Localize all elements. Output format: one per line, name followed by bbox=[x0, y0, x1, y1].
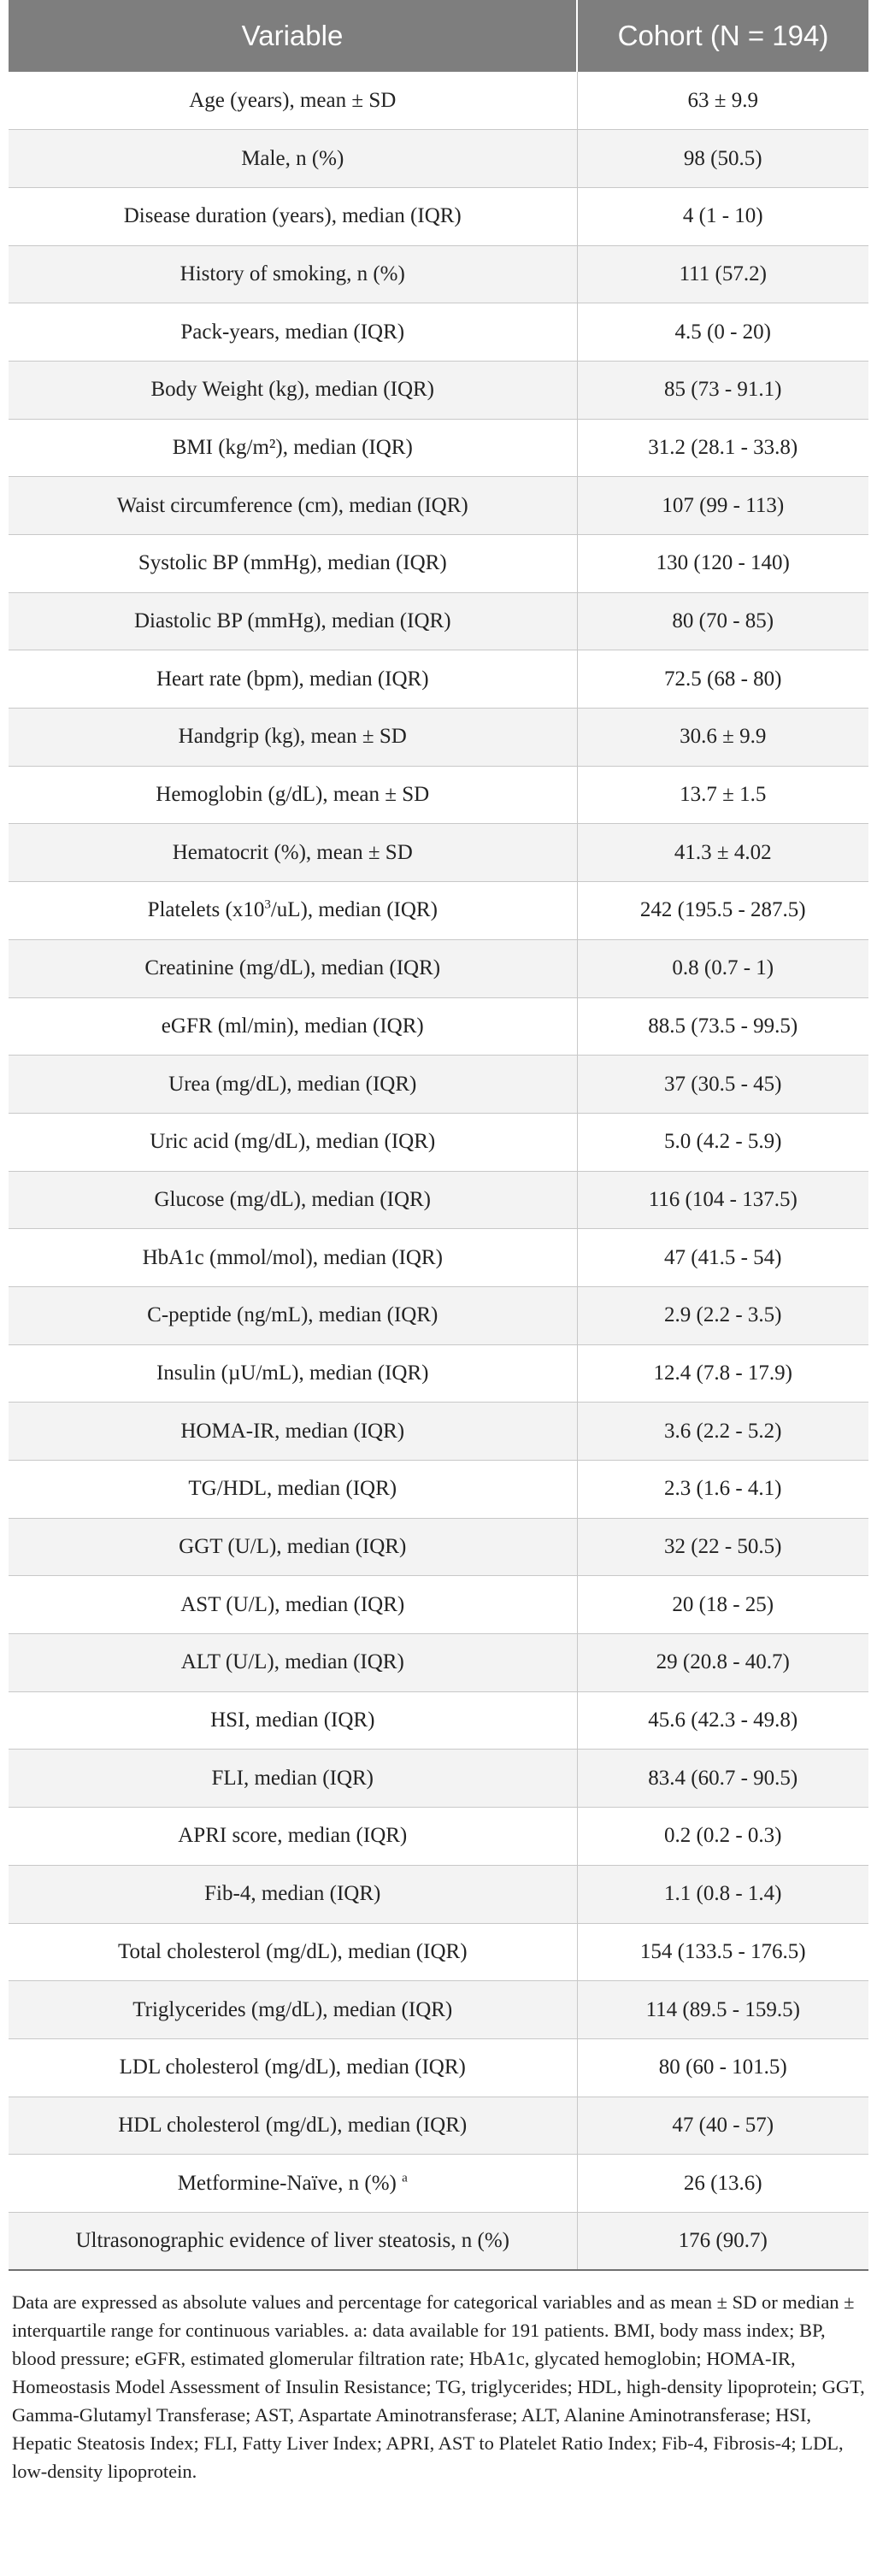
variable-cell bbox=[9, 824, 577, 882]
cohort-value-cell: 13.7 ± 1.5 bbox=[577, 766, 868, 824]
variable-label: Age (years), mean ± SD bbox=[189, 88, 397, 112]
cohort-value-cell: 3.6 (2.2 - 5.2) bbox=[577, 1403, 868, 1461]
variable-label: Glucose (mg/dL), median (IQR) bbox=[154, 1187, 432, 1211]
table-row bbox=[9, 419, 868, 477]
variable-label: FLI, median (IQR) bbox=[211, 1766, 374, 1790]
variable-label: Ultrasonographic evidence of liver steatosis, n (%) bbox=[75, 2229, 509, 2253]
cohort-value-cell: 80 (70 - 85) bbox=[577, 592, 868, 650]
variable-label: Insulin (µU/mL), median (IQR) bbox=[156, 1361, 429, 1385]
cohort-value-cell: 63 ± 9.9 bbox=[577, 72, 868, 130]
variable-cell bbox=[9, 2212, 577, 2270]
variable-cell bbox=[9, 535, 577, 593]
variable-label: Triglycerides (mg/dL), median (IQR) bbox=[132, 1997, 453, 2021]
variable-cell bbox=[9, 2155, 577, 2213]
table-row bbox=[9, 1344, 868, 1403]
variable-label: Heart rate (bpm), median (IQR) bbox=[156, 667, 429, 691]
table-row bbox=[9, 1576, 868, 1634]
table-row bbox=[9, 1113, 868, 1171]
variable-cell bbox=[9, 1923, 577, 1981]
table-row bbox=[9, 130, 868, 188]
table-row bbox=[9, 2155, 868, 2213]
cohort-value-cell: 2.9 (2.2 - 3.5) bbox=[577, 1286, 868, 1344]
table-row bbox=[9, 997, 868, 1056]
variable-cell bbox=[9, 1286, 577, 1344]
cohort-value-cell: 45.6 (42.3 - 49.8) bbox=[577, 1691, 868, 1750]
variable-cell bbox=[9, 419, 577, 477]
variable-label: Hematocrit (%), mean ± SD bbox=[172, 840, 413, 864]
variable-cell bbox=[9, 997, 577, 1056]
header-cohort: Cohort (N = 194) bbox=[577, 0, 868, 72]
variable-cell bbox=[9, 1750, 577, 1808]
variable-label-suffix: /uL), median (IQR) bbox=[270, 898, 438, 922]
table-row bbox=[9, 766, 868, 824]
cohort-value-cell: 1.1 (0.8 - 1.4) bbox=[577, 1865, 868, 1923]
variable-label: Systolic BP (mmHg), median (IQR) bbox=[138, 551, 447, 575]
variable-cell bbox=[9, 1171, 577, 1229]
variable-cell bbox=[9, 1691, 577, 1750]
variable-label: Metformine-Naïve, n (%) bbox=[177, 2171, 403, 2195]
cohort-characteristics-table bbox=[9, 0, 868, 2271]
variable-cell bbox=[9, 1981, 577, 2039]
table-row bbox=[9, 1808, 868, 1866]
variable-cell bbox=[9, 245, 577, 303]
variable-cell bbox=[9, 72, 577, 130]
table-footnote: Data are expressed as absolute values and percentage for categorical variables and as mean ± SD or median ± interquartile range for continuous variables. a: data available for 191 patients. BMI, body mass index; BP, blood pressure; eGFR, estimated glomerular filtration rate; HbA1c, glycated hemoglobin; HOMA-IR, Homeostasis Model Assessment of Insulin Resistance; TG, triglycerides; HDL, high-density lipoprotein; GGT, Gamma-Glutamyl Transferase; AST, Aspartate Aminotransferase; ALT, Alanine Aminotransferase; HSI, Hepatic Steatosis Index; FLI, Fatty Liver Index; APRI, AST to Platelet Ratio Index; Fib-4, Fibrosis-4; LDL, low-density lipoprotein. bbox=[12, 2291, 865, 2483]
table-row bbox=[9, 709, 868, 767]
variable-cell bbox=[9, 1461, 577, 1519]
variable-label: History of smoking, n (%) bbox=[180, 262, 405, 285]
table-row bbox=[9, 72, 868, 130]
variable-cell bbox=[9, 1403, 577, 1461]
cohort-value-cell: 5.0 (4.2 - 5.9) bbox=[577, 1113, 868, 1171]
table-row bbox=[9, 1461, 868, 1519]
variable-label: LDL cholesterol (mg/dL), median (IQR) bbox=[119, 2056, 466, 2079]
variable-cell bbox=[9, 1113, 577, 1171]
table-row bbox=[9, 245, 868, 303]
variable-label: APRI score, median (IQR) bbox=[178, 1824, 408, 1848]
variable-label: AST (U/L), median (IQR) bbox=[180, 1592, 405, 1616]
variable-cell bbox=[9, 187, 577, 245]
table-row bbox=[9, 477, 868, 535]
cohort-value-cell: 111 (57.2) bbox=[577, 245, 868, 303]
variable-label: BMI (kg/m²), median (IQR) bbox=[172, 435, 413, 459]
variable-cell bbox=[9, 361, 577, 419]
cohort-value-cell: 130 (120 - 140) bbox=[577, 535, 868, 593]
variable-cell bbox=[9, 592, 577, 650]
cohort-value-cell: 26 (13.6) bbox=[577, 2155, 868, 2213]
variable-cell bbox=[9, 1229, 577, 1287]
cohort-value-cell: 154 (133.5 - 176.5) bbox=[577, 1923, 868, 1981]
variable-superscript: 3 bbox=[264, 898, 271, 913]
variable-label: eGFR (ml/min), median (IQR) bbox=[161, 1014, 424, 1038]
cohort-value-cell: 4 (1 - 10) bbox=[577, 187, 868, 245]
variable-label: Male, n (%) bbox=[241, 146, 344, 170]
variable-cell bbox=[9, 130, 577, 188]
variable-cell bbox=[9, 477, 577, 535]
cohort-value-cell: 37 (30.5 - 45) bbox=[577, 1056, 868, 1114]
table-row bbox=[9, 187, 868, 245]
cohort-value-cell: 32 (22 - 50.5) bbox=[577, 1518, 868, 1576]
variable-label: C-peptide (ng/mL), median (IQR) bbox=[147, 1303, 438, 1327]
cohort-value-cell: 242 (195.5 - 287.5) bbox=[577, 882, 868, 940]
variable-label: HbA1c (mmol/mol), median (IQR) bbox=[142, 1245, 443, 1269]
table-row bbox=[9, 882, 868, 940]
variable-cell bbox=[9, 1518, 577, 1576]
table-row bbox=[9, 303, 868, 362]
table-row bbox=[9, 1518, 868, 1576]
table-row bbox=[9, 592, 868, 650]
variable-label: Pack-years, median (IQR) bbox=[180, 320, 405, 344]
table-row bbox=[9, 361, 868, 419]
variable-cell bbox=[9, 1808, 577, 1866]
variable-label: Waist circumference (cm), median (IQR) bbox=[116, 493, 468, 517]
variable-label: Uric acid (mg/dL), median (IQR) bbox=[150, 1130, 436, 1154]
table-row bbox=[9, 1691, 868, 1750]
variable-label: Total cholesterol (mg/dL), median (IQR) bbox=[117, 1939, 468, 1963]
cohort-value-cell: 85 (73 - 91.1) bbox=[577, 361, 868, 419]
variable-cell bbox=[9, 709, 577, 767]
variable-label: TG/HDL, median (IQR) bbox=[188, 1477, 397, 1501]
cohort-value-cell: 116 (104 - 137.5) bbox=[577, 1171, 868, 1229]
variable-cell bbox=[9, 1056, 577, 1114]
table-container bbox=[9, 0, 868, 2485]
table-row bbox=[9, 2212, 868, 2270]
variable-cell bbox=[9, 1634, 577, 1692]
cohort-value-cell: 41.3 ± 4.02 bbox=[577, 824, 868, 882]
cohort-value-cell: 47 (40 - 57) bbox=[577, 2097, 868, 2155]
variable-label: HOMA-IR, median (IQR) bbox=[180, 1419, 405, 1443]
header-variable: Variable bbox=[9, 0, 577, 72]
table-row bbox=[9, 535, 868, 593]
cohort-value-cell: 114 (89.5 - 159.5) bbox=[577, 1981, 868, 2039]
cohort-value-cell: 0.8 (0.7 - 1) bbox=[577, 939, 868, 997]
table-row bbox=[9, 1171, 868, 1229]
variable-label: Body Weight (kg), median (IQR) bbox=[150, 378, 434, 402]
cohort-value-cell: 98 (50.5) bbox=[577, 130, 868, 188]
variable-label: GGT (U/L), median (IQR) bbox=[179, 1535, 407, 1559]
variable-label: Disease duration (years), median (IQR) bbox=[123, 204, 462, 228]
table-body bbox=[9, 72, 868, 2270]
variable-superscript: a bbox=[402, 2171, 408, 2185]
variable-cell bbox=[9, 650, 577, 709]
cohort-value-cell: 107 (99 - 113) bbox=[577, 477, 868, 535]
variable-cell bbox=[9, 1865, 577, 1923]
variable-cell bbox=[9, 939, 577, 997]
cohort-value-cell: 31.2 (28.1 - 33.8) bbox=[577, 419, 868, 477]
variable-cell bbox=[9, 766, 577, 824]
table-row bbox=[9, 1403, 868, 1461]
variable-label: Creatinine (mg/dL), median (IQR) bbox=[144, 956, 441, 980]
variable-label: Fib-4, median (IQR) bbox=[204, 1882, 381, 1906]
variable-cell bbox=[9, 2097, 577, 2155]
variable-label: Platelets (x10 bbox=[147, 898, 265, 922]
table-row bbox=[9, 1056, 868, 1114]
table-row bbox=[9, 1634, 868, 1692]
variable-label: Diastolic BP (mmHg), median (IQR) bbox=[133, 609, 451, 633]
variable-label: HDL cholesterol (mg/dL), median (IQR) bbox=[118, 2113, 468, 2137]
cohort-value-cell: 12.4 (7.8 - 17.9) bbox=[577, 1344, 868, 1403]
table-row bbox=[9, 1229, 868, 1287]
table-row bbox=[9, 1865, 868, 1923]
variable-cell bbox=[9, 1576, 577, 1634]
table-row bbox=[9, 2038, 868, 2097]
variable-cell bbox=[9, 2038, 577, 2097]
cohort-value-cell: 0.2 (0.2 - 0.3) bbox=[577, 1808, 868, 1866]
table-row bbox=[9, 1286, 868, 1344]
variable-label: Urea (mg/dL), median (IQR) bbox=[168, 1072, 417, 1096]
cohort-value-cell: 176 (90.7) bbox=[577, 2212, 868, 2270]
cohort-value-cell: 80 (60 - 101.5) bbox=[577, 2038, 868, 2097]
cohort-value-cell: 20 (18 - 25) bbox=[577, 1576, 868, 1634]
variable-cell bbox=[9, 303, 577, 362]
cohort-value-cell: 83.4 (60.7 - 90.5) bbox=[577, 1750, 868, 1808]
cohort-value-cell: 2.3 (1.6 - 4.1) bbox=[577, 1461, 868, 1519]
table-row bbox=[9, 824, 868, 882]
cohort-value-cell: 47 (41.5 - 54) bbox=[577, 1229, 868, 1287]
table-header-row bbox=[9, 0, 868, 72]
variable-cell bbox=[9, 1344, 577, 1403]
cohort-value-cell: 88.5 (73.5 - 99.5) bbox=[577, 997, 868, 1056]
cohort-value-cell: 72.5 (68 - 80) bbox=[577, 650, 868, 709]
variable-label: Handgrip (kg), mean ± SD bbox=[178, 725, 407, 749]
variable-label: HSI, median (IQR) bbox=[210, 1709, 375, 1732]
variable-label: ALT (U/L), median (IQR) bbox=[180, 1650, 404, 1674]
table-row bbox=[9, 2097, 868, 2155]
table-row bbox=[9, 1750, 868, 1808]
table-row bbox=[9, 939, 868, 997]
table-row bbox=[9, 1981, 868, 2039]
table-row bbox=[9, 650, 868, 709]
variable-label: Hemoglobin (g/dL), mean ± SD bbox=[156, 783, 430, 807]
cohort-value-cell: 30.6 ± 9.9 bbox=[577, 709, 868, 767]
cohort-value-cell: 4.5 (0 - 20) bbox=[577, 303, 868, 362]
cohort-value-cell: 29 (20.8 - 40.7) bbox=[577, 1634, 868, 1692]
variable-cell bbox=[9, 882, 577, 940]
table-row bbox=[9, 1923, 868, 1981]
